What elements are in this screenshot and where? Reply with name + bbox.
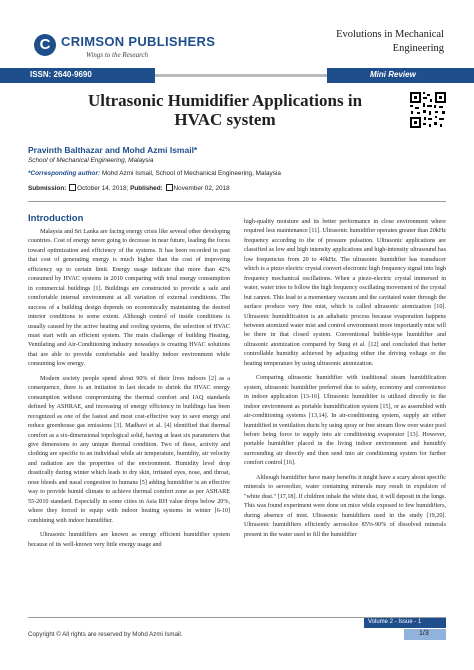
volume-issue: Volume 2 - Issue - 1 xyxy=(368,619,422,625)
published-date: November 02, 2018 xyxy=(173,185,230,192)
submission-label: Submission: xyxy=(28,185,67,192)
calendar-icon xyxy=(69,184,76,191)
article-title xyxy=(60,91,390,129)
page-number: 1/3 xyxy=(419,630,429,637)
corresponding-author-text: Mohd Azmi Ismail, School of Mechanical Engineering, Malaysia xyxy=(101,170,281,177)
body-column-right xyxy=(244,218,446,545)
authors: Pravinth Balthazar and Mohd Azmi Ismail* xyxy=(28,145,198,155)
published-label: Published: xyxy=(130,185,163,192)
section-divider xyxy=(28,201,446,202)
article-title-line2: HVAC system xyxy=(174,110,276,129)
article-type-text: Mini Review xyxy=(370,70,416,79)
journal-name xyxy=(284,28,444,56)
paragraph: Modern society people spend about 90% of their lives indoors [2] as a consequence, there is an initiation in last decade to shrink the HVAC energy consumption without compromising the thermal comfort and IAQ standards defined by ASHRAE, and increasing of energy efficiency in buildings has been recognized as one of the fastest and most cost-effective way to save energy and reduce greenhouse gas emissions [3]. Madhavi et al. [4] identified that thermal comfort as a six-dimensional topological solid, having at least six parameters that give dimensions to any unique thermal condition. Two of these, activity and clothing are specific to an individual while air temperature, humidity, air velocity and radiation are the properties of the environment. Humidity level drop drastically during winter which leads to dry skin, irritated eyes, nose, and throat, nose bleeds and nasal congestion to humans [5] adding humidifier is an effective way to provide humid climate to achieve thermal comfort zone as per ASHARE 55-2010 standard. Especially in some cities in Asia RH value drops below 20%, where they forced to equip with indoor heating systems in winter [6-10] combining with indoor humidifier. xyxy=(28,375,230,524)
paragraph: high-quality moisture and its better performance in close environment where required less maintenance [11]. Ultrasonic humidifier operates greater than 20kHz frequency according to the of pressure pulsation. Ultrasonic applications are classified as low and high intensity applications and high-intensity ultrasound has low frequencies from 20 to 40kHz. The ultrasonic humidifier has transducer which is a piezo electric crystal convert electronic high frequency signal into high frequency mechanical oscillations. When a piezo-electric crystal immersed in water, water tries to follow the high frequency oscillating movement of the crystal but cannot. This lead to a momentary vacuum and the cavitated water through the surface produce very fine mist, which is called ultrasonic atomization [10]. Ultrasonic humidification is an adiabatic process because evaporation happens between atomized water mist and control environment more importantly mist will be there in that closed system. Conventional bubble-type humidifier and ultrasonic atomization compared by Sung et al. [12] and concluded that better controllable humidity achieved by adjusting either the driving voltage or the heating temperature by using ultrasonic atomization. xyxy=(244,219,446,367)
body-column-left xyxy=(28,228,230,555)
qr-code-icon[interactable] xyxy=(409,91,447,129)
corresponding-author xyxy=(28,170,281,177)
publisher-logo: C xyxy=(34,34,56,56)
paragraph: Although humidifier have many benefits it might have a scary about specific minerals to aerosolize, water containing minerals may result in expulsion of "white dust." [17,18]. If children inhale the white dust, it will deposit in the lungs. This was found experiment were done on mice while exposed to few humidifiers, during absence of mist. Ultrasonic humidifiers used in the study [19,20]. Ultrasonic humidifiers efficiently aerosolize 85%-90% of dissolved minerals present in the water used to fill the humidifier xyxy=(244,474,446,538)
issn-text: ISSN: 2640-9690 xyxy=(30,70,92,79)
paragraph: Ultrasonic humidifiers are known as energy efficient humidifier system because of its well-known very little energy usage and xyxy=(28,532,230,548)
journal-name-line2: Engineering xyxy=(392,43,444,54)
section-heading-introduction: Introduction xyxy=(28,213,84,224)
paragraph: Comparing ultrasonic humidifier with traditional steam humidification system, ultrasonic humidifier preferred due to safety, economy and convenience in indoor application [13-16]. Ultrasonic humidifier is utilized directly to the indoor environment as portable humidification system [15], or as assembled with air-conditioning systems [13,14]. In air-conditioning system, supply air either humidified in ventilation ducts by using spray or free stream flow over water pool before being force to supply into air conditioning evaporator [13]. However, portable humidifier placed in the living indoor environment and humidify surrounding air directly and then send into air conditioning system for further comfort control [16]. xyxy=(244,375,446,467)
publisher-tagline: Wings to the Research xyxy=(86,51,149,59)
header-divider xyxy=(155,74,327,77)
publisher-name: CRIMSON PUBLISHERS xyxy=(61,34,216,49)
affiliation: School of Mechanical Engineering, Malaysia xyxy=(28,157,154,164)
paragraph: Malaysia and Sri Lanka are facing energy crisis like several other developing countries. Cost of energy never going to decrease in near future, leading the focus toward optimization and efficiency of the systems. It has been recorded in past that cost of generating energy is much higher than the cost of improving efficiency up to certain limit. Energy usage indicate that more than 42% consumed by HVAC systems in 2010 comparing with total energy consumption in commercial buildings [1]. Buildings are constructed to provide a safe and comfortable internal environment at all variation of external conditions. The success of a building design depends on economically maintaining the desired interior conditions to some extent. Although control of inside conditions is usually caused by the active heating and cooling systems, the selection of HVAC must start with an efficient system. The main challenge of building Heating, Ventilating and Air-Conditioning industry nowadays is creating HVAC solutions that are able to provide comfortable and healthy indoor environment while consuming low energy. xyxy=(28,229,230,368)
submission-date: October 14, 2018; xyxy=(77,185,129,192)
journal-name-line1: Evolutions in Mechanical xyxy=(336,29,444,40)
copyright-notice: Copyright © All rights are reserved by Mohd Azmi Ismail. xyxy=(28,631,183,638)
article-title-line1: Ultrasonic Humidifier Applications in xyxy=(87,91,363,110)
corresponding-author-label: *Corresponding author: xyxy=(28,170,101,177)
article-dates xyxy=(28,184,230,192)
calendar-icon xyxy=(166,184,173,191)
